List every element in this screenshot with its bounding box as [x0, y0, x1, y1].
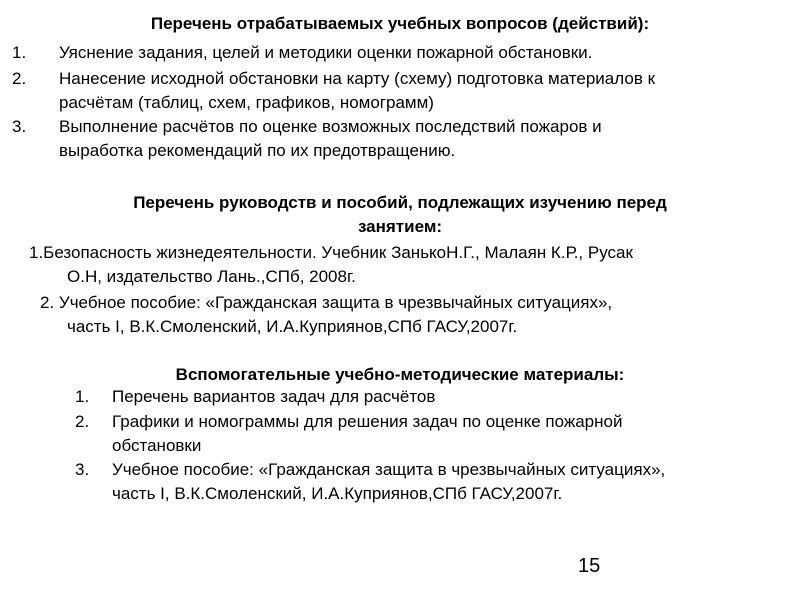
section2-title-line-2: занятием:: [357, 217, 443, 236]
section1-item-2: [0, 67, 790, 115]
item-number: 2.: [12, 69, 27, 88]
item-number: 1.: [75, 387, 90, 406]
item-text-line-1: Учебное пособие: «Гражданская защита в чрезвычайных ситуациях»,: [112, 460, 666, 479]
item-number: 3.: [12, 117, 27, 136]
section3-title: Вспомогательные учебно-методические материалы:: [175, 365, 625, 384]
item-text-line-2: расчётам (таблиц, схем, графиков, номограмм): [59, 93, 434, 112]
item-text-line-1: Графики и номограммы для решения задач по оценке пожарной: [112, 412, 623, 431]
reference-1-line-2: О.Н, издательство Лань.,СПб, 2008г.: [67, 267, 356, 286]
item-number: 2.: [75, 412, 90, 431]
item-text-line-1: Выполнение расчётов по оценке возможных последствий пожаров и: [59, 117, 602, 136]
item-text-line-2: обстановки: [112, 436, 202, 455]
section3-item-2: [0, 410, 790, 458]
item-number: 1.: [12, 43, 27, 62]
section3-item-3: [0, 458, 790, 506]
section1-item-3: [0, 115, 790, 163]
item-text: Уяснение задания, целей и методики оценки пожарной обстановки.: [59, 43, 593, 62]
page-number: 15: [578, 555, 601, 577]
section1-item-1: [0, 41, 790, 65]
item-text-line-1: Нанесение исходной обстановки на карту (схему) подготовка материалов к: [59, 69, 656, 88]
section2-title-line-1: Перечень руководств и пособий, подлежащих изучению перед: [133, 193, 667, 212]
reference-2-line-1: 2. Учебное пособие: «Гражданская защита в чрезвычайных ситуациях»,: [40, 293, 613, 312]
section3-item-1: [0, 385, 790, 409]
item-number: 3.: [75, 460, 90, 479]
reference-1-line-1: 1.Безопасность жизнедеятельности. Учебник ЗанькоН.Г., Малаян К.Р., Русак: [29, 243, 633, 262]
item-text-line-2: часть I, В.К.Смоленский, И.А.Куприянов,СПб ГАСУ,2007г.: [112, 484, 563, 503]
section1-title: Перечень отрабатываемых учебных вопросов (действий):: [150, 14, 650, 33]
item-text: Перечень вариантов задач для расчётов: [112, 387, 436, 406]
reference-2-line-2: часть I, В.К.Смоленский, И.А.Куприянов,СПб ГАСУ,2007г.: [67, 317, 518, 336]
item-text-line-2: выработка рекомендаций по их предотвращению.: [59, 141, 456, 160]
